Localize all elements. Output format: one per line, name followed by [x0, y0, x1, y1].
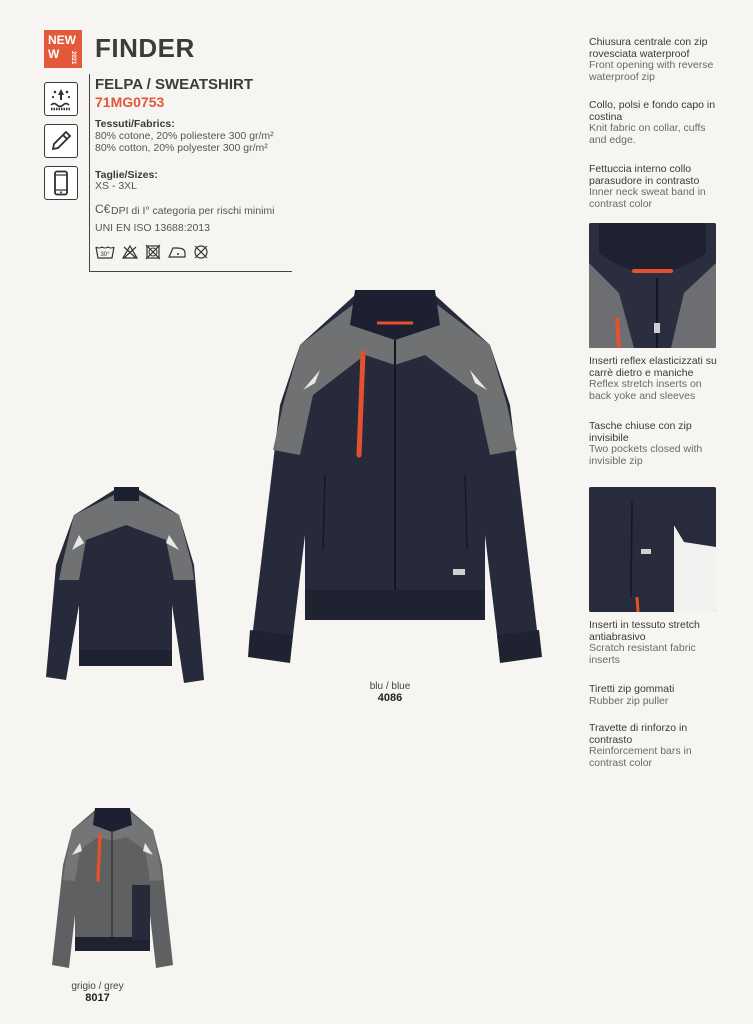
feature-7 [589, 684, 717, 707]
variant-grey-code: 8017 [85, 992, 110, 1004]
jacket-grey-front-image [50, 805, 175, 975]
no-dry-clean-icon [193, 244, 209, 260]
feature-1-en: Front opening with reverse waterproof zip [589, 59, 714, 83]
new-badge-text: NEW [48, 33, 76, 47]
feature-6-it: Inserti in tessuto stretch antiabrasivo [589, 619, 700, 643]
feature-4-it: Inserti reflex elasticizzati su carrè dietro e maniche [589, 355, 717, 379]
jacket-blue-back-image [44, 485, 204, 685]
feature-1 [589, 37, 717, 83]
jacket-blue-front-image [245, 285, 545, 670]
feature-5 [589, 421, 717, 467]
new-badge-year: 2021 [70, 50, 76, 64]
feature-3 [589, 164, 717, 210]
fabrics-it: 80% cotone, 20% poliestere 300 gr/m² [95, 130, 274, 142]
product-name: FINDER [95, 33, 195, 63]
feature-8 [589, 723, 717, 769]
feature-6 [589, 620, 717, 666]
feature-2-it: Collo, polsi e fondo capo in costina [589, 99, 716, 123]
stretch-icon [44, 82, 78, 116]
feature-2 [589, 100, 717, 146]
feature-4-en: Reflex stretch inserts on back yoke and sleeves [589, 378, 702, 402]
iso-standard: UNI EN ISO 13688:2013 [95, 222, 210, 234]
sizes-value: XS - 3XL [95, 180, 138, 192]
feature-1-it: Chiusura centrale con zip rovesciata waterproof [589, 36, 708, 60]
ce-mark: C€ [95, 202, 111, 216]
variant-blue-color: blu / blue [369, 681, 411, 692]
iron-low-icon [167, 244, 187, 260]
fabrics-en: 80% cotton, 20% polyester 300 gr/m² [95, 142, 268, 154]
product-code: 71MG0753 [95, 94, 165, 110]
feature-2-en: Knit fabric on collar, cuffs and edge. [589, 122, 706, 146]
feature-7-en: Rubber zip puller [589, 694, 669, 707]
feature-7-it: Tiretti zip gommati [589, 683, 675, 695]
no-tumble-dry-icon [145, 244, 161, 260]
feature-8-en: Reinforcement bars in contrast color [589, 745, 692, 769]
smartphone-icon [44, 166, 78, 200]
wash-30-icon [95, 244, 115, 260]
new-badge [44, 30, 82, 68]
new-badge-text-2: W [48, 47, 60, 61]
pocket-detail-photo [589, 487, 716, 612]
variant-grey-caption [40, 981, 155, 1004]
info-divider-horizontal [89, 271, 292, 272]
product-type: FELPA / SWEATSHIRT [95, 76, 254, 93]
variant-blue-caption [330, 681, 450, 704]
feature-3-it: Fettuccia interno collo parasudore in contrasto [589, 163, 700, 187]
variant-blue-code: 4086 [377, 692, 403, 704]
feature-3-en: Inner neck sweat band in contrast color [589, 186, 706, 210]
variant-grey-color: grigio / grey [71, 981, 124, 992]
feature-6-en: Scratch resistant fabric inserts [589, 642, 696, 666]
care-symbols [95, 244, 209, 260]
collar-detail-photo [589, 223, 716, 348]
feature-5-it: Tasche chiuse con zip invisibile [589, 420, 692, 444]
feature-4 [589, 356, 717, 402]
fabrics-label: Tessuti/Fabrics: [95, 118, 175, 130]
no-bleach-icon [121, 244, 139, 260]
sizes-label: Taglie/Sizes: [95, 169, 158, 181]
feature-5-en: Two pockets closed with invisible zip [589, 443, 703, 467]
dpi-category: DPI di I° categoria per rischi minimi [111, 205, 275, 217]
info-divider-vertical [89, 74, 90, 272]
feature-8-it: Travette di rinforzo in contrasto [589, 722, 688, 746]
pencil-icon [44, 124, 78, 158]
wash-30-label: 30° [100, 252, 110, 258]
